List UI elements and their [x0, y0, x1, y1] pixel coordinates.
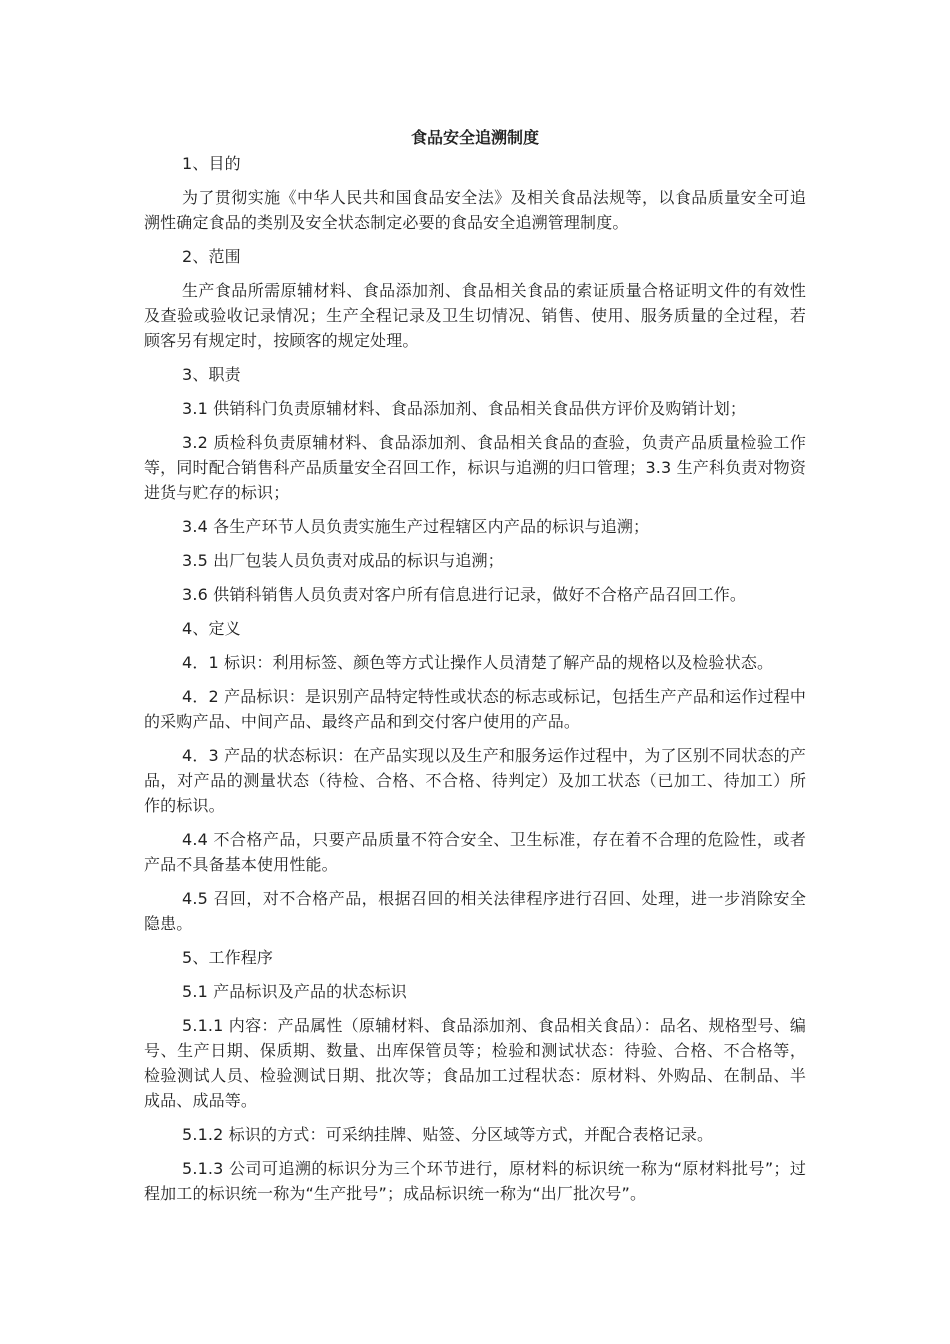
paragraph-5-1-1: 5.1.1 内容：产品属性（原辅材料、食品添加剂、食品相关食品）：品名、规格型号、编号、生产日期、保质期、数量、出库保管员等；检验和测试状态：待验、合格、不合格等，检验测试人员、检验测试日期、批次等；食品加工过程状态：原材料、外购品、在制品、半成品、成品等。	[144, 1016, 806, 1110]
paragraph-scope: 生产食品所需原辅材料、食品添加剂、食品相关食品的索证质量合格证明文件的有效性及查验或验收记录情况；生产全程记录及卫生切情况、销售、使用、服务质量的全过程，若顾客另有规定时，按顾客的规定处理。	[144, 281, 806, 350]
paragraph-definition-4-5: 4.5 召回，对不合格产品，根据召回的相关法律程序进行召回、处理，进一步消除安全隐患。	[144, 889, 806, 933]
section-heading-definitions: 4、定义	[182, 619, 241, 638]
document-page	[144, 125, 806, 1215]
paragraph-5-1-3: 5.1.3 公司可追溯的标识分为三个环节进行，原材料的标识统一称为“原材料批号”；过程加工的标识统一称为“生产批号”；成品标识统一称为“出厂批次号”。	[144, 1159, 806, 1203]
paragraph-definition-4-1: 4．1 标识：利用标签、颜色等方式让操作人员清楚了解产品的规格以及检验状态。	[182, 653, 774, 672]
paragraph-duty-3-5: 3.5 出厂包装人员负责对成品的标识与追溯；	[182, 551, 504, 570]
section-heading-purpose: 1、目的	[182, 154, 241, 173]
paragraph-duty-3-6: 3.6 供销科销售人员负责对客户所有信息进行记录，做好不合格产品召回工作。	[182, 585, 747, 604]
section-heading-procedure: 5、工作程序	[182, 948, 274, 967]
document-title: 食品安全追溯制度	[410, 128, 539, 147]
paragraph-5-1-2: 5.1.2 标识的方式：可采纳挂牌、贴签、分区域等方式，并配合表格记录。	[182, 1125, 714, 1144]
section-heading-scope: 2、范围	[182, 247, 241, 266]
paragraph-definition-4-2: 4．2 产品标识：是识别产品特定特性或状态的标志或标记，包括生产产品和运作过程中的采购产品、中间产品、最终产品和到交付客户使用的产品。	[144, 687, 806, 731]
paragraph-definition-4-4: 4.4 不合格产品，只要产品质量不符合安全、卫生标准，存在着不合理的危险性，或者产品不具备基本使用性能。	[144, 830, 806, 874]
subheading-5-1: 5.1 产品标识及产品的状态标识	[182, 982, 407, 1001]
section-heading-duties: 3、职责	[182, 365, 241, 384]
paragraph-duty-3-2: 3.2 质检科负责原辅材料、食品添加剂、食品相关食品的查验，负责产品质量检验工作等，同时配合销售科产品质量安全召回工作，标识与追溯的归口管理；3.3 生产科负责对物资进货与贮存的标识；	[144, 433, 806, 502]
paragraph-purpose: 为了贯彻实施《中华人民共和国食品安全法》及相关食品法规等，以食品质量安全可追溯性确定食品的类别及安全状态制定必要的食品安全追溯管理制度。	[144, 188, 806, 232]
paragraph-duty-3-1: 3.1 供销科门负责原辅材料、食品添加剂、食品相关食品供方评价及购销计划；	[182, 399, 747, 418]
paragraph-definition-4-3: 4．3 产品的状态标识：在产品实现以及生产和服务运作过程中，为了区别不同状态的产品，对产品的测量状态（待检、合格、不合格、待判定）及加工状态（已加工、待加工）所作的标识。	[144, 746, 806, 815]
paragraph-duty-3-4: 3.4 各生产环节人员负责实施生产过程辖区内产品的标识与追溯；	[182, 517, 650, 536]
